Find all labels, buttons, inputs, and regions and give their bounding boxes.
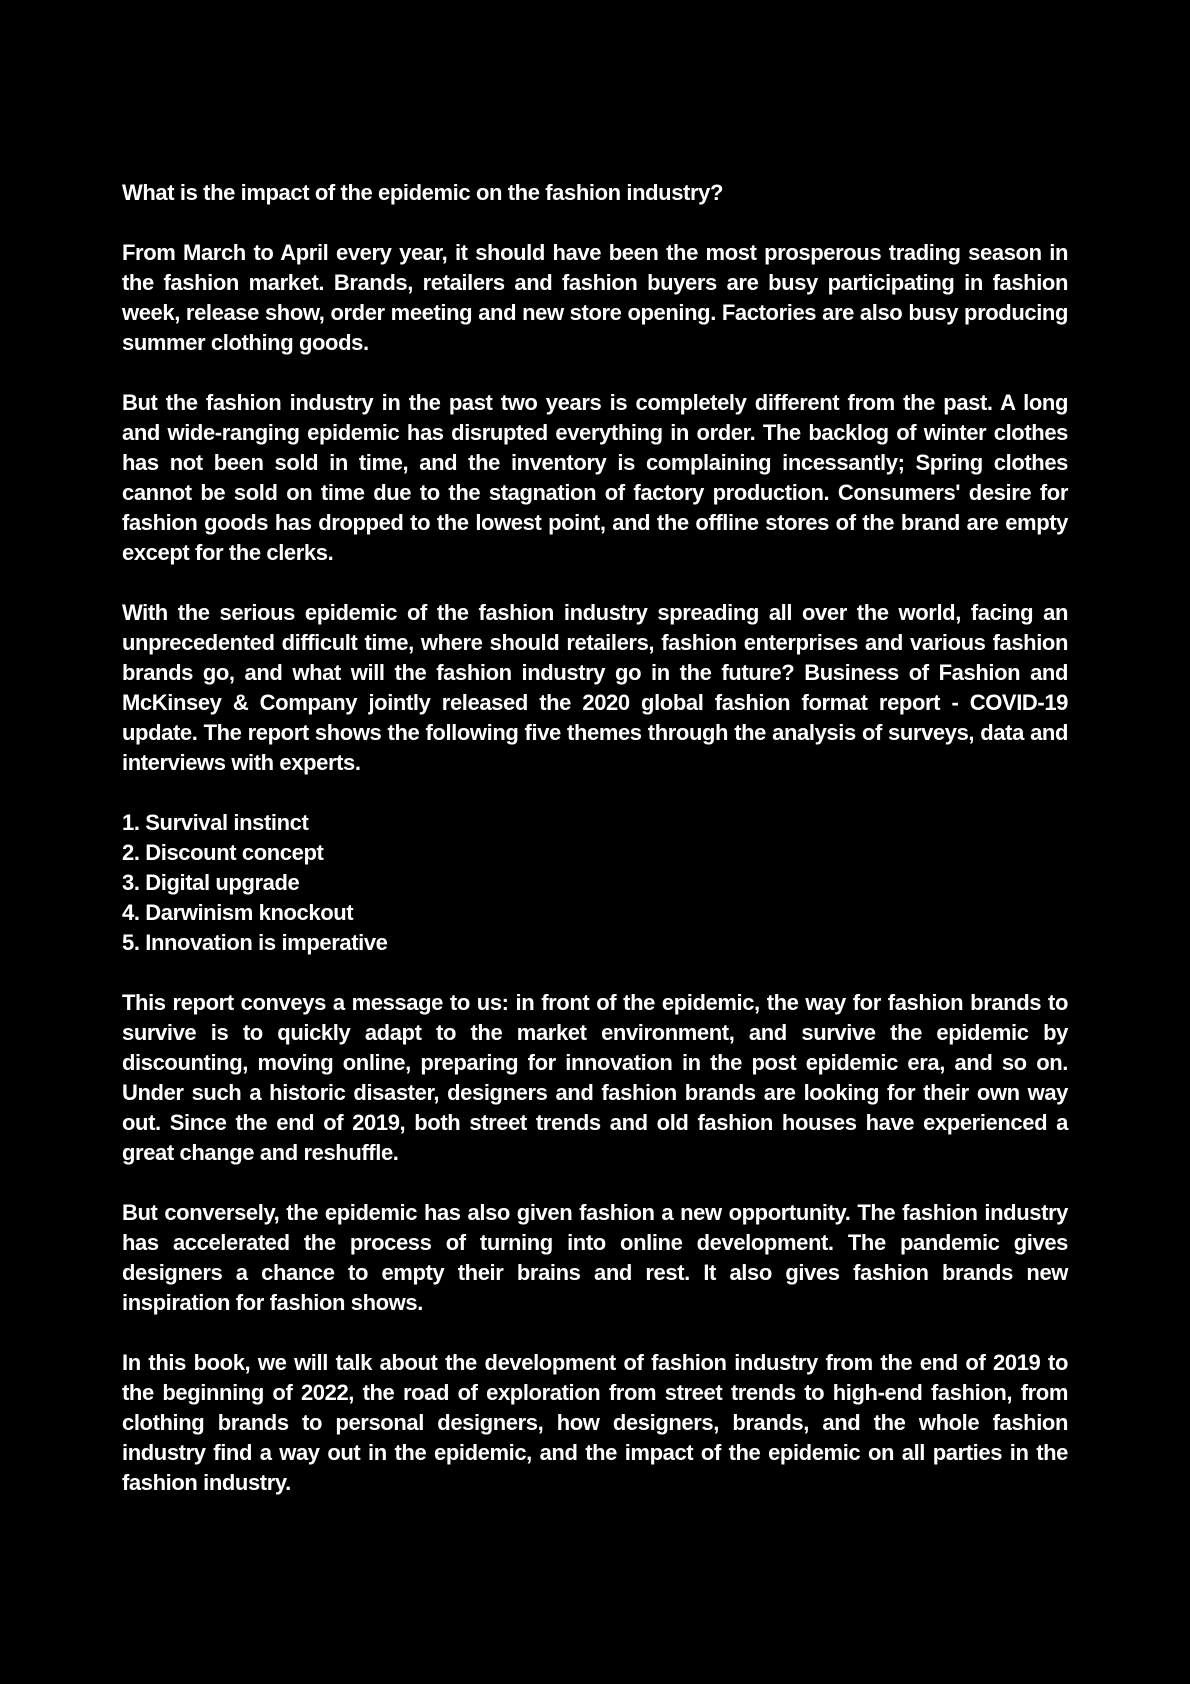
- document-title: What is the impact of the epidemic on the fashion industry?: [122, 180, 724, 205]
- paragraph-report-intro: With the serious epidemic of the fashion industry spreading all over the world, facing an unprecedented difficult time, where should retailers, fashion enterprises and various fashion brands go, and what will the fashion industry go in the future? Business of Fashion and McKinsey & Company jointly released the 2020 global fashion format report - COVID-19 update. The report shows the following five themes through the analysis of surveys, data and interviews with experts.: [122, 600, 1068, 775]
- themes-list: [122, 808, 1068, 958]
- theme-item: 1. Survival instinct: [122, 810, 309, 835]
- theme-item: 5. Innovation is imperative: [122, 930, 388, 955]
- paragraph-book-scope: In this book, we will talk about the development of fashion industry from the end of 2019 to the beginning of 2022, the road of exploration from street trends to high-end fashion, from clothing brands to personal designers, how designers, brands, and the whole fashion industry find a way out in the epidemic, and the impact of the epidemic on all parties in the fashion industry.: [122, 1350, 1068, 1495]
- paragraph-report-message: This report conveys a message to us: in front of the epidemic, the way for fashion brands to survive is to quickly adapt to the market environment, and survive the epidemic by discounting, moving online, preparing for innovation in the post epidemic era, and so on. Under such a historic disaster, designers and fashion brands are looking for their own way out. Since the end of 2019, both street trends and old fashion houses have experienced a great change and reshuffle.: [122, 990, 1068, 1165]
- paragraph-industry-disruption: But the fashion industry in the past two years is completely different from the past. A long and wide-ranging epidemic has disrupted everything in order. The backlog of winter clothes has not been sold in time, and the inventory is complaining incessantly; Spring clothes cannot be sold on time due to the stagnation of factory production. Consumers' desire for fashion goods has dropped to the lowest point, and the offline stores of the brand are empty except for the clerks.: [122, 390, 1068, 565]
- theme-item: 2. Discount concept: [122, 840, 324, 865]
- intro-paragraph-trading-season: From March to April every year, it should have been the most prosperous trading season in the fashion market. Brands, retailers and fashion buyers are busy participating in fashion week, release show, order meeting and new store opening. Factories are also busy producing summer clothing goods.: [122, 240, 1068, 355]
- theme-item: 4. Darwinism knockout: [122, 900, 354, 925]
- theme-item: 3. Digital upgrade: [122, 870, 300, 895]
- document-page: [122, 178, 1068, 1528]
- paragraph-new-opportunity: But conversely, the epidemic has also given fashion a new opportunity. The fashion industry has accelerated the process of turning into online development. The pandemic gives designers a chance to empty their brains and rest. It also gives fashion brands new inspiration for fashion shows.: [122, 1200, 1068, 1315]
